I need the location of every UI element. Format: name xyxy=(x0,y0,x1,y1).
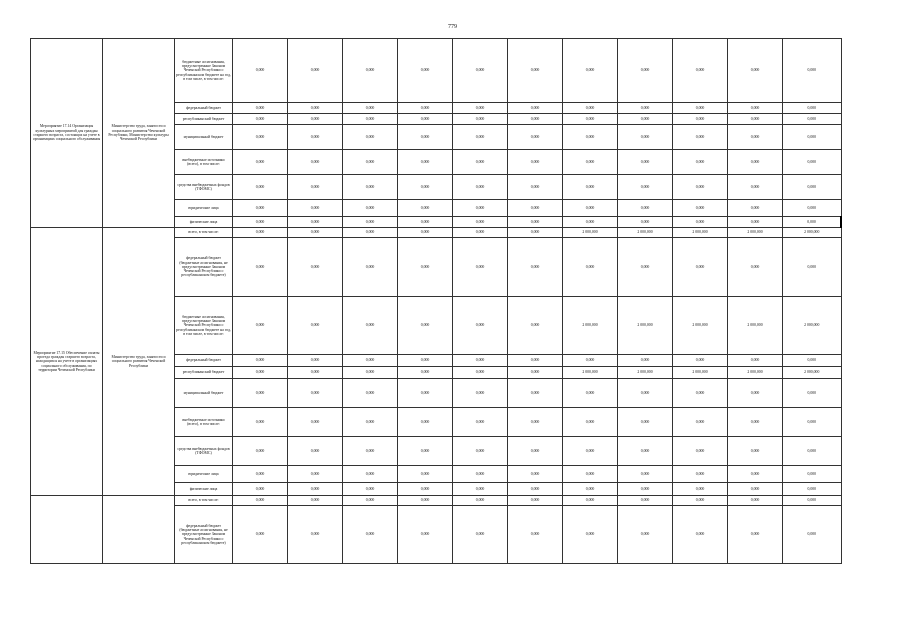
value-cell: 0,000 xyxy=(508,238,563,297)
value-cell: 0,000 xyxy=(618,125,673,150)
value-cell: 0,000 xyxy=(508,175,563,200)
value-cell: 0,000 xyxy=(233,355,288,367)
value-cell: 0,000 xyxy=(728,496,783,506)
value-cell: 0,000 xyxy=(288,297,343,355)
value-cell: 0,000 xyxy=(453,408,508,437)
value-cell: 0,000 xyxy=(563,466,618,483)
value-cell: 0,000 xyxy=(233,437,288,466)
value-cell: 2 000,000 xyxy=(673,228,728,238)
funding-source-cell: юридические лица xyxy=(175,466,233,483)
value-cell: 0,000 xyxy=(398,150,453,175)
funding-source-cell: муниципальный бюджет xyxy=(175,379,233,408)
value-cell: 0,000 xyxy=(233,103,288,114)
value-cell: 0,000 xyxy=(453,506,508,564)
value-cell: 0,000 xyxy=(783,103,842,114)
value-cell: 0,000 xyxy=(398,408,453,437)
value-cell: 0,000 xyxy=(728,217,783,228)
value-cell: 0,000 xyxy=(673,125,728,150)
value-cell: 2 000,000 xyxy=(618,367,673,379)
value-cell: 0,000 xyxy=(728,150,783,175)
value-cell: 0,000 xyxy=(783,150,842,175)
value-cell: 0,000 xyxy=(343,150,398,175)
value-cell: 0,000 xyxy=(453,297,508,355)
value-cell: 0,000 xyxy=(563,506,618,564)
funding-source-cell: бюджетные ассигнования, предусмотренные Законом Чеченской Республики о республиканском бюджете на год, в том числе, в том числе: xyxy=(175,39,233,103)
value-cell: 0,000 xyxy=(673,103,728,114)
value-cell: 0,000 xyxy=(563,379,618,408)
funding-source-cell: республиканский бюджет xyxy=(175,367,233,379)
value-cell: 0,000 xyxy=(233,379,288,408)
value-cell: 0,000 xyxy=(508,367,563,379)
value-cell: 0,000 xyxy=(508,483,563,496)
value-cell: 0,000 xyxy=(398,483,453,496)
value-cell: 2 000,000 xyxy=(673,367,728,379)
value-cell: 0,000 xyxy=(453,483,508,496)
value-cell: 0,000 xyxy=(398,367,453,379)
value-cell: 0,000 xyxy=(398,217,453,228)
value-cell: 0,000 xyxy=(728,125,783,150)
value-cell: 0,000 xyxy=(728,483,783,496)
value-cell: 0,000 xyxy=(288,506,343,564)
value-cell: 0,000 xyxy=(288,125,343,150)
value-cell: 0,000 xyxy=(563,217,618,228)
measure-cell: Мероприятие 17.14 Организация культурных мероприятий для граждан старшего возраста, состоящих на учете в организациях социального обслуживания xyxy=(31,39,103,228)
value-cell: 0,000 xyxy=(453,228,508,238)
value-cell: 0,000 xyxy=(453,200,508,217)
value-cell: 0,000 xyxy=(618,217,673,228)
value-cell: 0,000 xyxy=(343,506,398,564)
value-cell: 0,000 xyxy=(233,150,288,175)
value-cell: 0,000 xyxy=(618,39,673,103)
funding-source-cell: юридические лица xyxy=(175,200,233,217)
value-cell: 0,000 xyxy=(453,466,508,483)
value-cell: 0,000 xyxy=(343,466,398,483)
executor-cell: Министерство труда, занятости и социального развития Чеченской Республики, Министерство культуры Чеченской Республики xyxy=(103,39,175,228)
value-cell: 0,000 xyxy=(618,150,673,175)
measure-cell xyxy=(31,496,103,564)
value-cell: 0,000 xyxy=(453,379,508,408)
value-cell: 2 000,000 xyxy=(563,297,618,355)
value-cell: 0,000 xyxy=(233,408,288,437)
value-cell: 0,000 xyxy=(233,297,288,355)
value-cell: 0,000 xyxy=(288,39,343,103)
value-cell: 0,000 xyxy=(233,125,288,150)
executor-cell: Министерство труда, занятости и социального развития Чеченской Республики xyxy=(103,228,175,496)
value-cell: 0,000 xyxy=(288,103,343,114)
value-cell: 0,000 xyxy=(288,175,343,200)
funding-source-cell: федеральный бюджет (бюджетные ассигнования, не предусмотренные Законом Чеченской Республики о республиканском бюджете) xyxy=(175,506,233,564)
value-cell: 0,000 xyxy=(563,39,618,103)
budget-table xyxy=(30,38,842,564)
value-cell: 0,000 xyxy=(453,125,508,150)
value-cell: 0,000 xyxy=(398,238,453,297)
value-cell: 0,000 xyxy=(398,114,453,125)
value-cell: 0,000 xyxy=(783,114,842,125)
value-cell: 0,000 xyxy=(783,496,842,506)
value-cell: 2 000,000 xyxy=(728,297,783,355)
value-cell: 0,000 xyxy=(398,297,453,355)
value-cell: 0,000 xyxy=(453,437,508,466)
value-cell: 0,000 xyxy=(728,466,783,483)
value-cell: 0,000 xyxy=(343,228,398,238)
value-cell: 0,000 xyxy=(508,103,563,114)
funding-source-cell: республиканский бюджет xyxy=(175,114,233,125)
value-cell: 0,000 xyxy=(233,506,288,564)
value-cell: 0,000 xyxy=(508,437,563,466)
value-cell: 0,000 xyxy=(618,103,673,114)
value-cell: 0,000 xyxy=(398,175,453,200)
value-cell: 0,000 xyxy=(288,355,343,367)
value-cell: 0,000 xyxy=(673,355,728,367)
value-cell: 0,000 xyxy=(783,355,842,367)
value-cell: 0,000 xyxy=(618,355,673,367)
value-cell: 0,000 xyxy=(398,466,453,483)
value-cell: 0,000 xyxy=(728,408,783,437)
value-cell: 0,000 xyxy=(343,238,398,297)
value-cell: 0,000 xyxy=(618,200,673,217)
value-cell: 0,000 xyxy=(398,228,453,238)
value-cell: 0,000 xyxy=(233,483,288,496)
value-cell: 0,000 xyxy=(728,355,783,367)
value-cell: 0,000 xyxy=(783,217,842,228)
value-cell: 0,000 xyxy=(508,355,563,367)
value-cell: 0,000 xyxy=(783,408,842,437)
value-cell: 0,000 xyxy=(508,506,563,564)
funding-source-cell: муниципальный бюджет xyxy=(175,125,233,150)
value-cell: 0,000 xyxy=(508,125,563,150)
value-cell: 0,000 xyxy=(563,103,618,114)
value-cell: 0,000 xyxy=(563,175,618,200)
value-cell: 0,000 xyxy=(508,496,563,506)
value-cell: 0,000 xyxy=(508,39,563,103)
value-cell: 0,000 xyxy=(398,437,453,466)
value-cell: 0,000 xyxy=(563,408,618,437)
value-cell: 0,000 xyxy=(288,466,343,483)
value-cell: 0,000 xyxy=(618,114,673,125)
value-cell: 0,000 xyxy=(453,238,508,297)
value-cell: 0,000 xyxy=(343,103,398,114)
value-cell: 0,000 xyxy=(288,379,343,408)
value-cell: 0,000 xyxy=(453,39,508,103)
value-cell: 0,000 xyxy=(288,228,343,238)
value-cell: 0,000 xyxy=(618,506,673,564)
value-cell: 0,000 xyxy=(398,125,453,150)
value-cell: 0,000 xyxy=(398,379,453,408)
value-cell: 0,000 xyxy=(398,200,453,217)
value-cell: 0,000 xyxy=(508,217,563,228)
funding-source-cell: средства внебюджетных фондов (ТФОМС) xyxy=(175,175,233,200)
value-cell: 0,000 xyxy=(233,466,288,483)
value-cell: 0,000 xyxy=(453,217,508,228)
value-cell: 0,000 xyxy=(343,217,398,228)
value-cell: 0,000 xyxy=(618,408,673,437)
value-cell: 0,000 xyxy=(343,483,398,496)
value-cell: 0,000 xyxy=(563,238,618,297)
value-cell: 0,000 xyxy=(618,379,673,408)
value-cell: 0,000 xyxy=(343,200,398,217)
value-cell: 0,000 xyxy=(508,200,563,217)
value-cell: 0,000 xyxy=(233,217,288,228)
value-cell: 2 000,000 xyxy=(728,228,783,238)
value-cell: 0,000 xyxy=(673,200,728,217)
value-cell: 0,000 xyxy=(728,39,783,103)
value-cell: 0,000 xyxy=(783,483,842,496)
value-cell: 0,000 xyxy=(453,367,508,379)
value-cell: 2 000,000 xyxy=(783,367,842,379)
value-cell: 2 000,000 xyxy=(563,228,618,238)
value-cell: 0,000 xyxy=(398,103,453,114)
value-cell: 0,000 xyxy=(728,437,783,466)
value-cell: 2 000,000 xyxy=(673,297,728,355)
value-cell: 0,000 xyxy=(508,466,563,483)
value-cell: 2 000,000 xyxy=(783,228,842,238)
value-cell: 0,000 xyxy=(453,355,508,367)
value-cell: 0,000 xyxy=(233,367,288,379)
value-cell: 0,000 xyxy=(288,408,343,437)
funding-source-cell: федеральный бюджет xyxy=(175,103,233,114)
value-cell: 0,000 xyxy=(453,103,508,114)
value-cell: 0,000 xyxy=(728,103,783,114)
table-row xyxy=(31,228,842,238)
value-cell: 0,000 xyxy=(453,175,508,200)
value-cell: 0,000 xyxy=(453,496,508,506)
value-cell: 0,000 xyxy=(783,175,842,200)
value-cell: 0,000 xyxy=(343,355,398,367)
value-cell: 2 000,000 xyxy=(783,297,842,355)
table-row xyxy=(31,496,842,506)
value-cell: 0,000 xyxy=(233,114,288,125)
value-cell: 0,000 xyxy=(618,175,673,200)
value-cell: 0,000 xyxy=(563,483,618,496)
value-cell: 0,000 xyxy=(673,379,728,408)
value-cell: 0,000 xyxy=(618,238,673,297)
value-cell: 0,000 xyxy=(728,379,783,408)
value-cell: 0,000 xyxy=(563,114,618,125)
value-cell: 0,000 xyxy=(288,437,343,466)
table-row xyxy=(31,39,842,103)
funding-source-cell: средства внебюджетных фондов (ТФОМС) xyxy=(175,437,233,466)
value-cell: 0,000 xyxy=(673,496,728,506)
value-cell: 0,000 xyxy=(673,437,728,466)
page-number: 779 xyxy=(448,24,457,30)
value-cell: 0,000 xyxy=(288,483,343,496)
value-cell: 0,000 xyxy=(343,297,398,355)
value-cell: 2 000,000 xyxy=(618,228,673,238)
value-cell: 0,000 xyxy=(343,114,398,125)
value-cell: 0,000 xyxy=(288,114,343,125)
value-cell: 0,000 xyxy=(728,114,783,125)
value-cell: 0,000 xyxy=(563,355,618,367)
value-cell: 0,000 xyxy=(783,506,842,564)
value-cell: 0,000 xyxy=(233,39,288,103)
value-cell: 0,000 xyxy=(673,506,728,564)
value-cell: 0,000 xyxy=(453,114,508,125)
funding-source-cell: внебюджетные источники (всего), в том числе: xyxy=(175,408,233,437)
value-cell: 0,000 xyxy=(783,200,842,217)
value-cell: 0,000 xyxy=(563,200,618,217)
value-cell: 0,000 xyxy=(728,200,783,217)
value-cell: 0,000 xyxy=(343,379,398,408)
value-cell: 0,000 xyxy=(288,150,343,175)
value-cell: 2 000,000 xyxy=(618,297,673,355)
value-cell: 0,000 xyxy=(508,408,563,437)
value-cell: 0,000 xyxy=(783,238,842,297)
value-cell: 0,000 xyxy=(398,355,453,367)
funding-source-cell: всего, в том числе: xyxy=(175,228,233,238)
value-cell: 0,000 xyxy=(508,228,563,238)
value-cell: 0,000 xyxy=(563,437,618,466)
value-cell: 0,000 xyxy=(453,150,508,175)
funding-source-cell: бюджетные ассигнования, предусмотренные Законом Чеченской Республики о республиканском бюджете на год, в том числе, в том числе: xyxy=(175,297,233,355)
value-cell: 0,000 xyxy=(728,506,783,564)
value-cell: 0,000 xyxy=(673,114,728,125)
value-cell: 0,000 xyxy=(343,125,398,150)
value-cell: 0,000 xyxy=(343,437,398,466)
value-cell: 0,000 xyxy=(673,150,728,175)
funding-source-cell: федеральный бюджет xyxy=(175,355,233,367)
funding-source-cell: всего, в том числе: xyxy=(175,496,233,506)
value-cell: 0,000 xyxy=(343,496,398,506)
value-cell: 0,000 xyxy=(563,150,618,175)
value-cell: 0,000 xyxy=(343,175,398,200)
value-cell: 0,000 xyxy=(563,496,618,506)
value-cell: 0,000 xyxy=(288,496,343,506)
value-cell: 0,000 xyxy=(233,238,288,297)
value-cell: 0,000 xyxy=(728,175,783,200)
value-cell: 0,000 xyxy=(233,228,288,238)
value-cell: 0,000 xyxy=(618,483,673,496)
value-cell: 0,000 xyxy=(508,379,563,408)
value-cell: 0,000 xyxy=(508,150,563,175)
value-cell: 0,000 xyxy=(673,483,728,496)
value-cell: 0,000 xyxy=(233,200,288,217)
value-cell: 0,000 xyxy=(783,466,842,483)
value-cell: 0,000 xyxy=(618,437,673,466)
value-cell: 0,000 xyxy=(288,217,343,228)
value-cell: 0,000 xyxy=(508,297,563,355)
value-cell: 0,000 xyxy=(618,496,673,506)
value-cell: 0,000 xyxy=(343,367,398,379)
value-cell: 0,000 xyxy=(288,200,343,217)
value-cell: 0,000 xyxy=(673,175,728,200)
value-cell: 0,000 xyxy=(783,125,842,150)
value-cell: 2 000,000 xyxy=(728,367,783,379)
value-cell: 0,000 xyxy=(783,39,842,103)
value-cell: 0,000 xyxy=(288,238,343,297)
executor-cell xyxy=(103,496,175,564)
value-cell: 0,000 xyxy=(233,175,288,200)
value-cell: 0,000 xyxy=(673,217,728,228)
funding-source-cell: федеральный бюджет (бюджетные ассигнования, не предусмотренные Законом Чеченской Республики о республиканском бюджете) xyxy=(175,238,233,297)
funding-source-cell: физические лица xyxy=(175,483,233,496)
value-cell: 0,000 xyxy=(288,367,343,379)
value-cell: 0,000 xyxy=(673,238,728,297)
value-cell: 0,000 xyxy=(783,437,842,466)
funding-source-cell: внебюджетные источники (всего), в том числе: xyxy=(175,150,233,175)
value-cell: 0,000 xyxy=(673,408,728,437)
value-cell: 0,000 xyxy=(728,238,783,297)
value-cell: 2 000,000 xyxy=(563,367,618,379)
value-cell: 0,000 xyxy=(398,496,453,506)
funding-source-cell: физические лица xyxy=(175,217,233,228)
value-cell: 0,000 xyxy=(563,125,618,150)
measure-cell: Мероприятие 17.15 Обеспечение оплаты проезда граждан старшего возраста, находящихся на учете в организациях социального обслуживания, по территории Чеченской Республики xyxy=(31,228,103,496)
value-cell: 0,000 xyxy=(343,39,398,103)
value-cell: 0,000 xyxy=(508,114,563,125)
value-cell: 0,000 xyxy=(343,408,398,437)
value-cell: 0,000 xyxy=(673,39,728,103)
value-cell: 0,000 xyxy=(618,466,673,483)
value-cell: 0,000 xyxy=(233,496,288,506)
value-cell: 0,000 xyxy=(398,39,453,103)
value-cell: 0,000 xyxy=(673,466,728,483)
value-cell: 0,000 xyxy=(398,506,453,564)
value-cell: 0,000 xyxy=(783,379,842,408)
